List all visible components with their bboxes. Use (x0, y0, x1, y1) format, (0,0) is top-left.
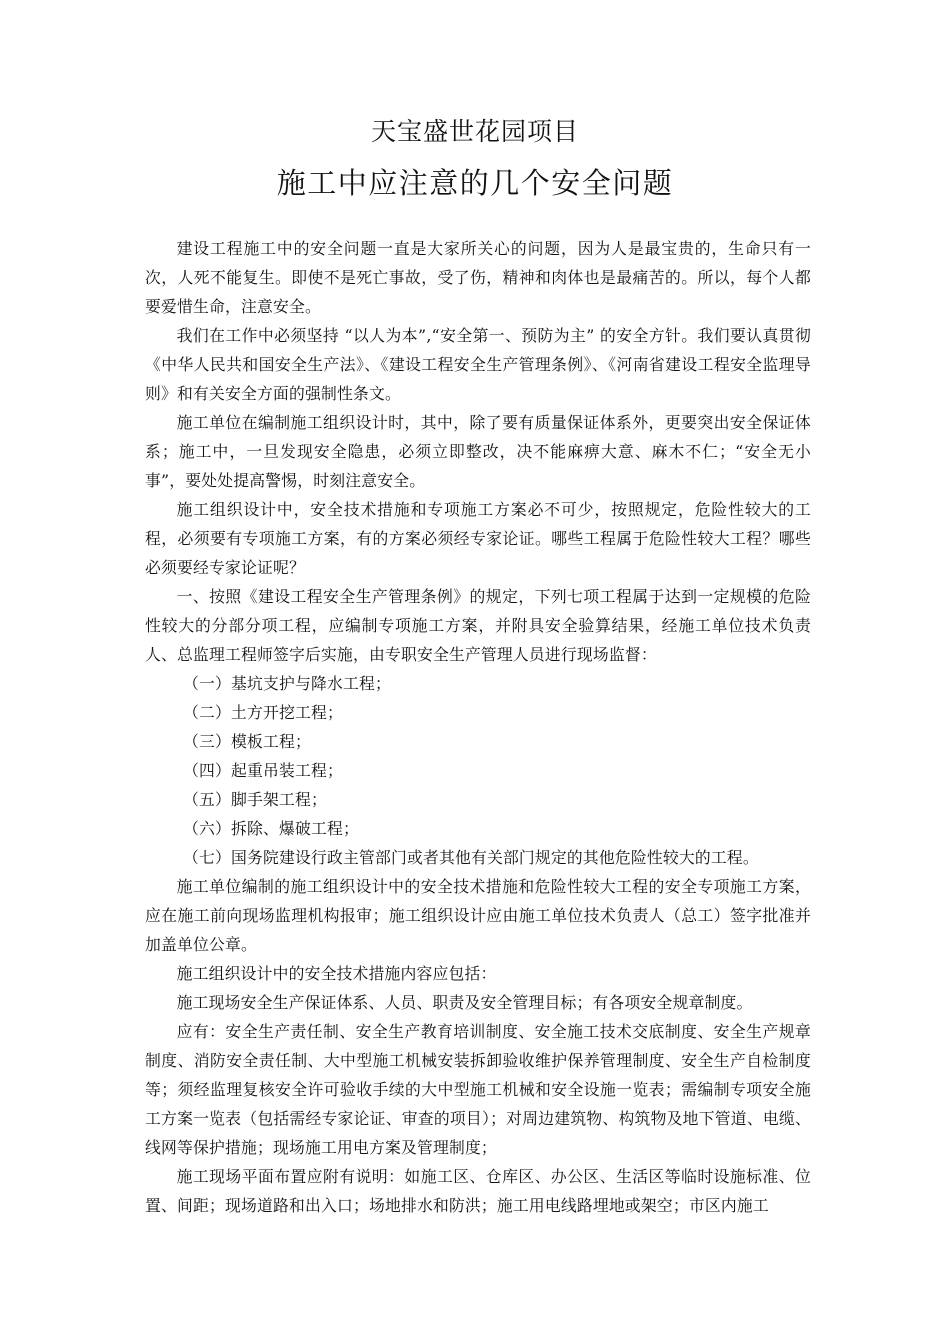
paragraph-regulation: 一、按照《建设工程安全生产管理条例》的规定，下列七项工程属于达到一定规模的危险性较大的分部分项工程，应编制专项施工方案，并附具安全验算结果，经施工单位技术负责人、总监理工程师签字后实施，由专职安全生产管理人员进行现场监督： (145, 587, 811, 664)
paragraph-site-layout: 施工现场平面布置应附有说明：如施工区、仓库区、办公区、生活区等临时设施标准、位置、间距；现场道路和出入口；场地排水和防洪；施工用电线路埋地或架空；市区内施工 (145, 1167, 811, 1215)
paragraph-safety-system: 施工现场安全生产保证体系、人员、职责及安全管理目标；有各项安全规章制度。 (176, 993, 753, 1012)
list-item: （一）基坑支护与降水工程； (183, 674, 391, 693)
paragraph-special-plan: 施工组织设计中，安全技术措施和专项施工方案必不可少，按照规定，危险性较大的工程，必须要有专项施工方案，有的方案必须经专家论证。哪些工程属于危险性较大工程？哪些必须要经专家论证呢？ (145, 500, 811, 577)
list-item: （五）脚手架工程； (183, 790, 327, 809)
list-item: （二）土方开挖工程； (183, 703, 343, 722)
document-title: 施工中应注意的几个安全问题 (276, 166, 674, 200)
paragraph-policy: 我们在工作中必须坚持 “以人为本”,“安全第一、预防为主” 的安全方针。我们要认真贯彻《中华人民共和国安全生产法》、《建设工程安全生产管理条例》、《河南省建设工程安全监理导则》和有关安全方面的强制性条文。 (145, 326, 811, 403)
paragraph-intro: 建设工程施工中的安全问题一直是大家所关心的问题，因为人是最宝贵的，生命只有一次，人死不能复生。即使不是死亡事故，受了伤，精神和肉体也是最痛苦的。所以，每个人都要爱惜生命，注意安全。 (145, 239, 811, 316)
list-item: （三）模板工程； (183, 732, 311, 751)
paragraph-systems-list: 应有：安全生产责任制、安全生产教育培训制度、安全施工技术交底制度、安全生产规章制度、消防安全责任制、大中型施工机械安装拆卸验收维护保养管理制度、安全生产自检制度等；须经监理复核安全许可验收手续的大中型施工机械和安全设施一览表；需编制专项安全施工方案一览表（包括需经专家论证、审查的项目）；对周边建筑物、构筑物及地下管道、电缆、线网等保护措施；现场施工用电方案及管理制度； (145, 1022, 811, 1157)
paragraph-review: 施工单位编制的施工组织设计中的安全技术措施和危险性较大工程的安全专项施工方案，应在施工前向现场监理机构报审；施工组织设计应由施工单位技术负责人（总工）签字批准并加盖单位公章。 (145, 877, 811, 954)
list-item: （七）国务院建设行政主管部门或者其他有关部门规定的其他危险性较大的工程。 (183, 848, 759, 867)
list-item: （六）拆除、爆破工程； (183, 819, 359, 838)
list-item: （四）起重吊装工程； (183, 761, 343, 780)
paragraph-guarantee-system: 施工单位在编制施工组织设计时，其中，除了要有质量保证体系外，更要突出安全保证体系；施工中，一旦发现安全隐患，必须立即整改，决不能麻痹大意、麻木不仁；“安全无小事”，要处处提高警惕，时刻注意安全。 (145, 413, 811, 490)
paragraph-measures-heading: 施工组织设计中的安全技术措施内容应包括： (176, 964, 497, 983)
project-title: 天宝盛世花园项目 (370, 117, 579, 146)
document-body (145, 234, 811, 1220)
